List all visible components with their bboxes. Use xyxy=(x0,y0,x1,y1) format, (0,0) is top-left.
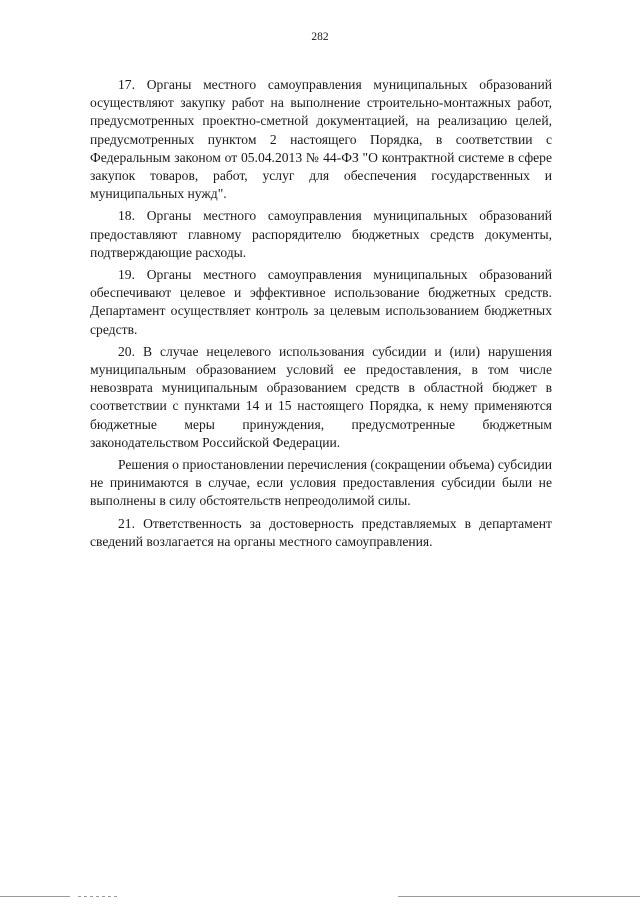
paragraph-18: 18. Органы местного самоуправления муниципальных образований предоставляют главному распорядителю бюджетных средств документы, подтверждающие расходы. xyxy=(90,208,552,260)
scan-edge-line-right xyxy=(398,896,640,897)
paragraph-21: 21. Ответственность за достоверность представляемых в департамент сведений возлагается на органы местного самоуправления. xyxy=(90,515,552,549)
scan-edge-line-left xyxy=(0,896,70,897)
paragraph-20-addendum: Решения о приостановлении перечисления (сокращении объема) субсидии не принимаются в случае, если условия предоставления субсидии были не выполнены в силу обстоятельств непреодолимой силы. xyxy=(90,457,552,509)
document-body xyxy=(90,76,552,555)
scan-edge-line-left-dashes xyxy=(78,896,118,897)
paragraph-17: 17. Органы местного самоуправления муниципальных образований осуществляют закупку работ на выполнение строительно-монтажных работ, предусмотренных проектно-сметной документацией, на реализацию целей, предусмотренных пунктом 2 настоящего Порядка, в соответствии с Федеральным законом от 05.04.2013 № 44-ФЗ "О контрактной системе в сфере закупок товаров, работ, услуг для обеспечения государственных и муниципальных нужд". xyxy=(90,77,552,202)
page-number: 282 xyxy=(311,31,329,43)
paragraph-20: 20. В случае нецелевого использования субсидии и (или) нарушения муниципальным образованием условий ее предоставления, в том числе невозврата муниципальным образованием средств в областной бюджет в соответствии с пунктами 14 и 15 настоящего Порядка, к нему применяются бюджетные меры принуждения, предусмотренные бюджетным законодательством Российской Федерации. xyxy=(90,343,552,450)
paragraph-19: 19. Органы местного самоуправления муниципальных образований обеспечивают целевое и эффективное использование бюджетных средств. Департамент осуществляет контроль за целевым использованием бюджетных средств. xyxy=(90,267,552,337)
